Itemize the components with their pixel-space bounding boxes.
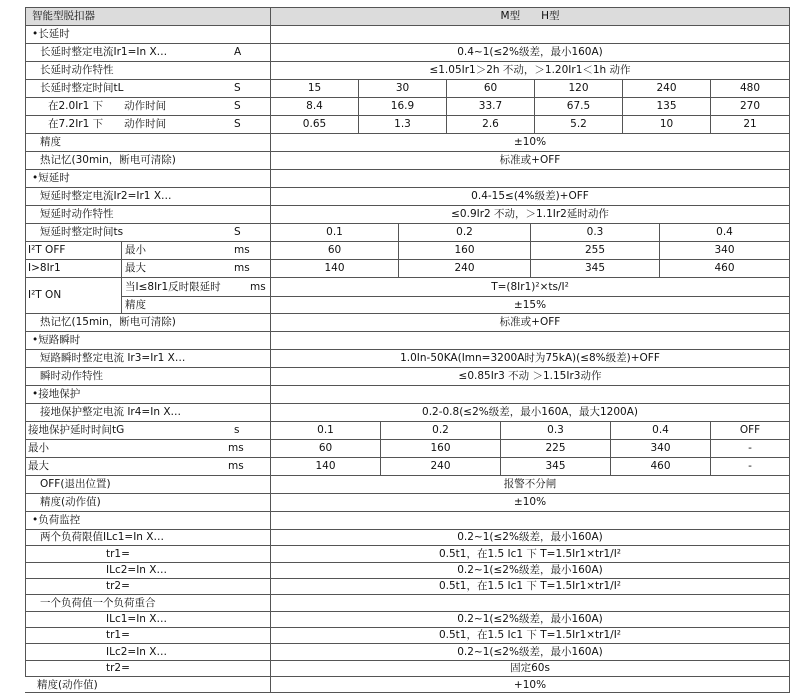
row-label: ILc1=In X… [106,613,167,626]
row-label: tr1= [106,547,130,560]
row-value: ≤0.85Ir3 不动 ＞1.15Ir3动作 [270,368,789,385]
row-label: 最大 [28,460,49,473]
row-cell: 0.65 [270,116,358,133]
table-header [25,7,789,25]
row-cell: 15 [270,80,358,97]
row-cell: 240 [622,80,710,97]
row-group-label: I²T OFF [28,244,66,257]
row-cell: 0.2 [380,422,500,439]
section-title: •接地保护 [32,388,81,401]
row-group-label: I>8Ir1 [28,262,61,275]
row-load-one-ilc2 [25,643,789,659]
row-value: ≤1.05Ir1＞2h 不动，＞1.20Ir1＜1h 动作 [270,62,789,79]
row-t72 [25,115,789,133]
section-load [25,511,789,529]
row-cell: 0.1 [270,422,380,439]
row-label: 热记忆(15min，断电可清除) [40,316,176,329]
row-unit: ms [234,244,250,257]
row-short-char [25,205,789,223]
header-left: 智能型脱扣器 [32,10,95,23]
row-label: 短路瞬时整定电流 Ir3=Ir1 X… [40,352,186,365]
row-label: 最大 [121,260,205,277]
row-ir2 [25,187,789,205]
row-cell: 140 [270,458,380,475]
row-cell: - [710,458,789,475]
row-label: tr1= [106,629,130,642]
row-value: ±15% [270,296,789,314]
row-value: 0.4~1(≤2%级差，最小160A) [270,44,789,61]
row-label: 精度 [40,136,61,149]
row-ground-off [25,475,789,493]
row-label: 热记忆(30min，断电可清除) [40,154,176,167]
row-cell: 0.3 [530,224,659,241]
row-label: 接地保护整定电流 Ir4=In X… [40,406,182,419]
section-long-delay [25,25,789,43]
row-load-ilc2 [25,562,789,578]
table-border-right [789,7,790,693]
row-label: 一个负荷值一个负荷重合 [40,596,156,609]
row-i2t-off-max [25,259,789,277]
row-unit: ms [228,460,244,473]
row-ir3 [25,349,789,367]
row-label: 当I≤8Ir1反时限延时 [121,278,271,296]
section-ground [25,385,789,403]
row-load-one-ilc1 [25,611,789,627]
section-title: •短延时 [32,172,70,185]
row-cell: 120 [534,80,622,97]
row-value: 0.5t1，在1.5 Ic1 下 T=1.5Ir1×tr1/I² [270,546,789,561]
row-cell: 240 [398,260,530,277]
row-value: 标准或+OFF [270,314,789,331]
row-load-tr1 [25,545,789,561]
row-load-tr2 [25,578,789,594]
row-cell: 135 [622,98,710,115]
row-cell: 460 [659,260,789,277]
row-ground-max [25,457,789,475]
row-cell: OFF [710,422,789,439]
row-ir1 [25,43,789,61]
row-cell: 460 [610,458,710,475]
row-cell: 160 [380,440,500,457]
row-cell: 2.6 [446,116,534,133]
row-load-one-tr2 [25,660,789,676]
row-cell: 60 [270,440,380,457]
row-group-label: I²T ON [28,289,62,302]
section-short-delay [25,169,789,187]
row-short-memory [25,313,789,331]
row-long-accuracy [25,133,789,151]
row-cell: 8.4 [270,98,358,115]
section-title: •长延时 [32,28,70,41]
row-cell: 140 [270,260,398,277]
row-i2t-off-min [25,241,789,259]
header-right: M型 H型 [270,8,789,25]
row-cell: 0.1 [270,224,398,241]
row-unit: S [234,226,241,239]
row-cell: 160 [398,242,530,259]
table-border-left [25,7,26,693]
row-ir4 [25,403,789,421]
row-label: 长延时整定时间tL [40,82,124,95]
row-value: 0.2~1(≤2%级差，最小160A) [270,644,789,659]
row-label: tr2= [106,580,130,593]
row-label: tr2= [106,662,130,675]
row-value: 0.5t1，在1.5 Ic1 下 T=1.5Ir1×tr1/I² [270,628,789,643]
row-cell: 340 [659,242,789,259]
row-cell: 10 [622,116,710,133]
row-label: 精度 [121,296,270,314]
row-cell: 345 [500,458,610,475]
row-cell: 30 [358,80,446,97]
row-cell: 270 [710,98,789,115]
row-value: ±10% [270,134,789,151]
row-label: 短延时动作特性 [40,208,114,221]
row-label: 最小 [28,442,49,455]
row-long-char [25,61,789,79]
row-cell: 480 [710,80,789,97]
row-ground-accuracy [25,493,789,511]
row-value: 1.0In-50KA(Imn=3200A时为75kA)(≤8%级差)+OFF [270,350,789,367]
row-cell: - [710,440,789,457]
row-cell: 225 [500,440,610,457]
row-cell: 0.2 [398,224,530,241]
row-label: 精度(动作值) [37,679,98,691]
section-instant [25,331,789,349]
row-unit: S [234,82,241,95]
row-label: 在7.2Ir1 下 动作时间 [48,118,167,131]
row-value: +10% [270,677,789,692]
row-load-one [25,594,789,610]
row-cell: 0.3 [500,422,610,439]
row-label: 短延时整定时间ts [40,226,124,239]
row-label: 最小 [121,242,205,259]
section-title: •短路瞬时 [32,334,81,347]
row-cell: 0.4 [610,422,710,439]
row-value: 0.5t1，在1.5 Ic1 下 T=1.5Ir1×tr1/I² [270,579,789,594]
row-label: 两个负荷限值ILc1=In X… [40,531,164,544]
row-value: 0.2-0.8(≤2%级差，最小160A，最大1200A) [270,404,789,421]
row-cell: 240 [380,458,500,475]
row-unit: ms [228,442,244,455]
row-unit: ms [250,280,266,293]
row-tl [25,79,789,97]
row-cell: 33.7 [446,98,534,115]
row-label: OFF(退出位置) [40,478,111,491]
row-value: 0.4-15≤(4%级差)+OFF [270,188,789,205]
row-t2 [25,97,789,115]
row-long-memory [25,151,789,169]
row-load-two [25,529,789,545]
row-value: 0.2~1(≤2%级差，最小160A) [270,563,789,578]
row-i2t-on [25,277,789,313]
row-label: 长延时动作特性 [40,64,114,77]
row-unit: s [234,424,240,437]
row-ts [25,223,789,241]
row-cell: 21 [710,116,789,133]
row-cell: 5.2 [534,116,622,133]
row-unit: ms [234,262,250,275]
row-tg [25,421,789,439]
row-value: 报警不分闸 [270,476,789,493]
row-value: ±10% [270,494,789,511]
row-cell: 255 [530,242,659,259]
row-unit: S [234,118,241,131]
row-cell: 60 [446,80,534,97]
row-label: 接地保护延时时间tG [28,424,125,437]
row-ground-min [25,439,789,457]
row-cell: 0.4 [659,224,789,241]
row-label: 精度(动作值) [40,496,101,509]
row-unit: S [234,100,241,113]
row-value: T=(8Ir1)²×ts/I² [270,278,789,296]
row-cell: 60 [270,242,398,259]
row-label: 短延时整定电流Ir2=Ir1 X… [40,190,172,203]
row-value: 固定60s [270,661,789,676]
row-load-one-tr1 [25,627,789,643]
section-title: •负荷监控 [32,514,81,527]
row-unit: A [234,46,242,59]
row-instant-char [25,367,789,385]
row-cell: 340 [610,440,710,457]
row-label: 在2.0Ir1 下 动作时间 [48,100,167,113]
row-cell: 16.9 [358,98,446,115]
row-label: ILc2=In X… [106,645,167,658]
row-value: 0.2~1(≤2%级差，最小160A) [270,530,789,545]
row-load-accuracy [25,676,789,693]
row-cell: 1.3 [358,116,446,133]
row-cell: 345 [530,260,659,277]
row-value: 0.2~1(≤2%级差，最小160A) [270,612,789,627]
row-value: 标准或+OFF [270,152,789,169]
row-cell: 67.5 [534,98,622,115]
row-value: ≤0.9Ir2 不动，＞1.1Ir2延时动作 [270,206,789,223]
row-label: 长延时整定电流Ir1=In X… [40,46,168,59]
row-label: 瞬时动作特性 [40,370,103,383]
row-label: ILc2=In X… [106,564,167,577]
